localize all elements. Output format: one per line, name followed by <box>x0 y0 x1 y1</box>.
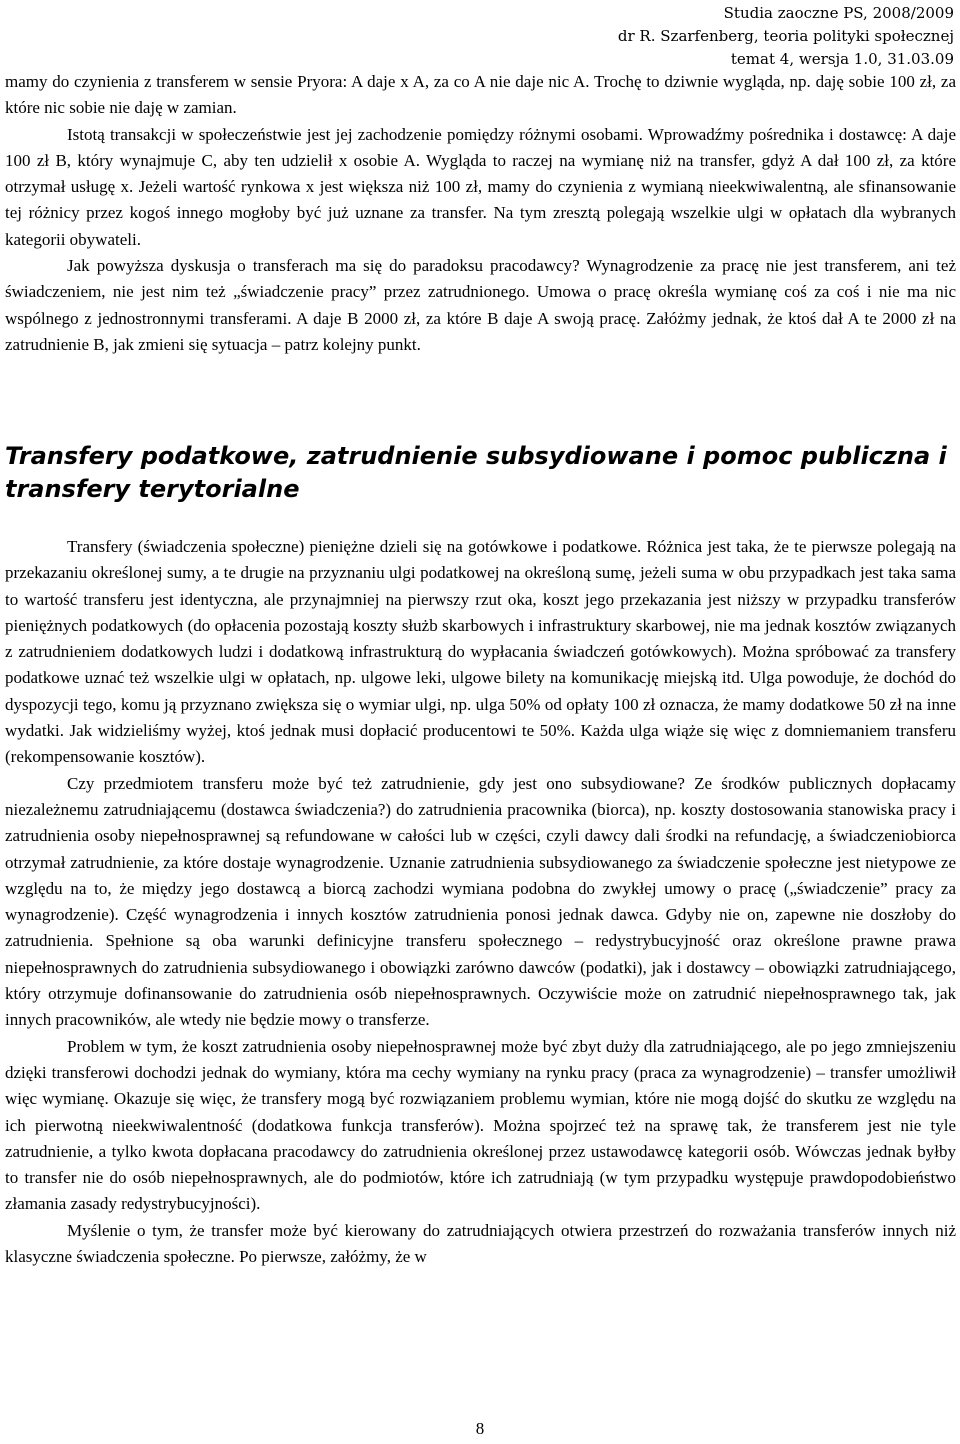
section-text <box>5 534 956 1270</box>
intro-text <box>5 69 956 358</box>
header-version: temat 4, wersja 1.0, 31.03.09 <box>730 50 954 68</box>
intro-paragraph-1: mamy do czynienia z transferem w sensie Pryora: A daje x A, za co A nie daje nic A. Trochę to dziwnie wygląda, np. daję sobie 100 zł, za które nic sobie nie daję w zamian. <box>5 72 956 118</box>
page-header <box>618 2 954 71</box>
section-heading: Transfery podatkowe, zatrudnienie subsydiowane i pomoc publiczna i transfery terytorialne <box>5 442 947 503</box>
section-paragraph-2: Czy przedmiotem transferu może być też zatrudnienie, gdy jest ono subsydiowane? Ze środków publicznych dopłacamy niezależnemu zatrudniającemu (dostawca świadczenia?) do zatrudnienia pracownika (biorca), np. koszty dostosowania stanowiska pracy i zatrudnienia osoby niepełnosprawnej są refundowane w całości lub w części, czyli dawcy dali środki na refundację, a świadczeniobiorca otrzymał zatrudnienie, za które dostaje wynagrodzenie. Uznanie zatrudnienia subsydiowanego za świadczenie społeczne jest nietypowe ze względu na to, że między jego dostawcą a biorcą zachodzi wymiana podobna do zwykłej umowy o pracę („świadczenie” pracy za wynagrodzenie). Część wynagrodzenia i innych kosztów zatrudnienia ponosi jednak dawca. Gdyby nie on, zapewne nie doszłoby do zatrudnienia. Spełnione są oba warunki definicyjne transferu społecznego – redystrybucyjność oraz określone prawne prawa niepełnosprawnych do zatrudnienia subsydiowanego i obowiązki zarówno dawców (podatki), jak i dostawcy – obowiązki zatrudniającego, który otrzymuje dofinansowanie do zatrudnienia osób niepełnosprawnych. Oczywiście może on zatrudnić niepełnosprawnego tak, jak innych pracowników, ale wtedy nie będzie mowy o transferze. <box>5 773 956 1030</box>
section-paragraph-4: Myślenie o tym, że transfer może być kierowany do zatrudniających otwiera przestrzeń do rozważania transferów innych niż klasyczne świadczenia społeczne. Po pierwsze, załóżmy, że w <box>5 1220 956 1267</box>
section-paragraph-3: Problem w tym, że koszt zatrudnienia osoby niepełnosprawnej może być zbyt duży dla zatrudniającego, ale po jego zmniejszeniu dzięki transferowi dochodzi jednak do wymiany, która ma cechy wymiany na rynku pracy (praca za wynagrodzenie) – transfer umożliwił więc wymianę. Okazuje się więc, że transfery mogą być rozwiązaniem problemu wymian, które nie mogą dojść do skutku ze względu na ich pierwotną nieekwiwalentność (dodatkowa funkcja transferów). Można spojrzeć też na sprawę tak, że transferem jest nie tyle zatrudnienie, a tylko kwota dopłacana pracodawcy do zatrudnienia określonej przez ustawodawcę kategorii osób. Wówczas jednak byłby to transfer nie do osób niepełnosprawnych, ale do podmiotów, które ich zatrudniają (w tym przypadku występuje prawdopodobieństwo złamania zasady redystrybucyjności). <box>5 1036 956 1214</box>
header-author: dr R. Szarfenberg, teoria polityki społecznej <box>617 27 954 45</box>
section-paragraph-1: Transfery (świadczenia społeczne) pieniężne dzieli się na gotówkowe i podatkowe. Różnica jest taka, że te pierwsze polegają na przekazaniu określonej sumy, a te drugie na przyznaniu ulgi podatkowej na określoną sumę, jeżeli suma w obu przypadkach jest taka sama to wartość transferu jest identyczna, ale przynajmniej na pierwszy rzut oka, koszt jego przekazania jest niższy w przypadku transferów pieniężnych podatkowych (do opłacenia pozostają koszty służb skarbowych i infrastruktury skarbowej, nie ma jednak kosztów związanych z zatrudnieniem dodatkowych ludzi i dodatkową infrastrukturą do wypłacania świadczeń gotówkowych). Można spróbować za transfery podatkowe uznać też wszelkie ulgi w opłatach, np. ulgowe leki, ulgowe bilety na komunikację miejską itd. Ulga powoduje, że dochód do dyspozycji tego, komu ją przyznano zwiększa się o wymiar ulgi, np. ulga 50% od opłaty 100 zł oznacza, że mamy dodatkowe 50 zł na inne wydatki. Jak widzieliśmy wyżej, ktoś jednak musi dopłacić producentowi te 50%. Każda ulga wiąże się więc z domniemaniem transferu (rekompensowanie kosztów). <box>5 537 956 767</box>
header-course: Studia zaoczne PS, 2008/2009 <box>723 4 954 22</box>
intro-paragraph-3: Jak powyższa dyskusja o transferach ma się do paradoksu pracodawcy? Wynagrodzenie za pracę nie jest transferem, ani też świadczeniem, nie jest nim też „świadczenie pracy” przez zatrudnionego. Umowa o pracę określa wymianę coś za coś i nie ma nic wspólnego z jednostronnymi transferami. A daje B 2000 zł, za które B daje A swoją pracę. Załóżmy jednak, że ktoś dał A te 2000 zł na zatrudnienie B, jak zmieni się sytuacja – patrz kolejny punkt. <box>5 256 956 354</box>
intro-paragraph-2: Istotą transakcji w społeczeństwie jest jej zachodzenie pomiędzy różnymi osobami. Wprowadźmy pośrednika i dostawcę: A daje 100 zł B, który wynajmuje C, aby ten udzielił x osobie A. Wygląda to raczej na wymianę niż na transfer, gdyż A dał 100 zł, za które otrzymał usługę x. Jeżeli wartość rynkowa x jest większa niż 100 zł, mamy do czynienia z wymianą nieekwiwalentną, ale sfinansowanie tej różnicy przez kogoś innego mogłoby być już uznane za transfer. Na tym zresztą polegają wszelkie ulgi w opłatach dla wybranych kategorii obywateli. <box>5 124 956 249</box>
page-number: 8 <box>475 1419 485 1438</box>
